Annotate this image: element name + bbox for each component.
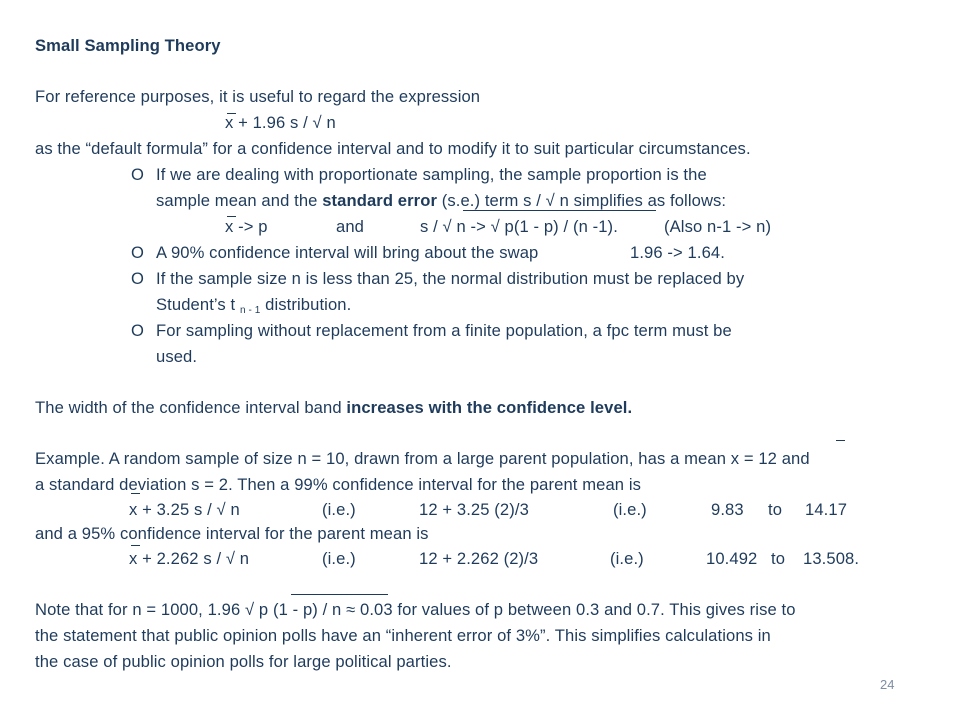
note-line-2: the statement that public opinion polls have an “inherent error of 3%”. This simplifies calculations in <box>35 626 771 645</box>
bullet-marker-2: O <box>131 243 145 262</box>
example-99-ie-1: (i.e.) <box>322 500 356 519</box>
bullet-3-line-2 <box>156 292 351 318</box>
width-note <box>35 395 632 421</box>
page-number: 24 <box>880 677 895 692</box>
example-line-4: and a 95% confidence interval for the parent mean is <box>35 524 429 543</box>
example-95-to: to <box>771 549 786 568</box>
bullet-marker-3: O <box>131 269 145 288</box>
intro-line-3: as the “default formula” for a confidence interval and to modify it to suit particular circumstances. <box>35 139 751 158</box>
t-subscript: n - 1 <box>239 305 261 316</box>
bullet-1-pre: sample mean and the <box>156 191 323 210</box>
bullet-1-line-1: If we are dealing with proportionate sampling, the sample proportion is the <box>156 165 707 184</box>
example-line-2: a standard deviation s = 2. Then a 99% confidence interval for the parent mean is <box>35 475 642 494</box>
example-99-lower: 9.83 <box>711 500 744 519</box>
note-line-1: Note that for n = 1000, 1.96 √ p (1 - p) / n ≈ 0.03 for values of p between 0.3 and 0.7. This gives rise to <box>35 600 796 619</box>
xbar-overline <box>227 216 236 217</box>
bullet-marker-4: O <box>131 321 145 340</box>
page-title: Small Sampling Theory <box>35 36 221 55</box>
bullet-1-and: and <box>336 217 364 236</box>
example-95-upper: 13.508. <box>803 549 860 568</box>
bullet-3-line-1: If the sample size n is less than 25, the normal distribution must be replaced by <box>156 269 745 288</box>
bullet-3-post: distribution. <box>265 295 352 314</box>
example-95-formula: x + 2.262 s / √ n <box>129 549 250 568</box>
bullet-1-post: (s.e.) term s / √ n simplifies as follows: <box>437 191 727 210</box>
example-99-formula: x + 3.25 s / √ n <box>129 500 240 519</box>
example-99-ie-2: (i.e.) <box>613 500 647 519</box>
width-note-pre: The width of the confidence interval band <box>35 398 347 417</box>
example-99-upper: 14.17 <box>805 500 848 519</box>
note-line-3: the case of public opinion polls for large political parties. <box>35 652 452 671</box>
width-note-bold: increases with the confidence level. <box>346 398 633 417</box>
sqrt-overline <box>291 594 388 595</box>
bullet-3-pre: Student’s t <box>156 295 236 314</box>
bullet-1-subst-c: (Also n-1 -> n) <box>664 217 772 236</box>
example-95-calc: 12 + 2.262 (2)/3 <box>419 549 539 568</box>
intro-line-1: For reference purposes, it is useful to regard the expression <box>35 87 481 106</box>
bullet-2-swap: 1.96 -> 1.64. <box>630 243 725 262</box>
bullet-4-line-2: used. <box>156 347 198 366</box>
example-95-ie-2: (i.e.) <box>610 549 644 568</box>
bullet-marker-1: O <box>131 165 145 184</box>
bullet-1-subst-a: x -> p <box>225 217 268 236</box>
formula-text: x + 1.96 s / √ n <box>225 113 336 132</box>
bullet-4-line-1: For sampling without replacement from a finite population, a fpc term must be <box>156 321 732 340</box>
example-99-calc: 12 + 3.25 (2)/3 <box>419 500 529 519</box>
underline-rule <box>463 210 656 211</box>
intro-formula <box>225 110 336 136</box>
bullet-2-text: A 90% confidence interval will bring about the swap <box>156 243 539 262</box>
example-95-ie-1: (i.e.) <box>322 549 356 568</box>
xbar-overline <box>227 113 236 114</box>
bullet-1-subst-b: s / √ n -> √ p(1 - p) / (n -1). <box>420 217 618 236</box>
standard-error-term: standard error <box>322 191 438 210</box>
example-95-lower: 10.492 <box>706 549 758 568</box>
example-line-1: Example. A random sample of size n = 10, drawn from a large parent population, has a mean x = 12 and <box>35 449 810 468</box>
xbar-overline <box>131 545 140 546</box>
xbar-overline <box>131 493 140 494</box>
example-99-to: to <box>768 500 783 519</box>
xbar-overline <box>836 440 845 441</box>
